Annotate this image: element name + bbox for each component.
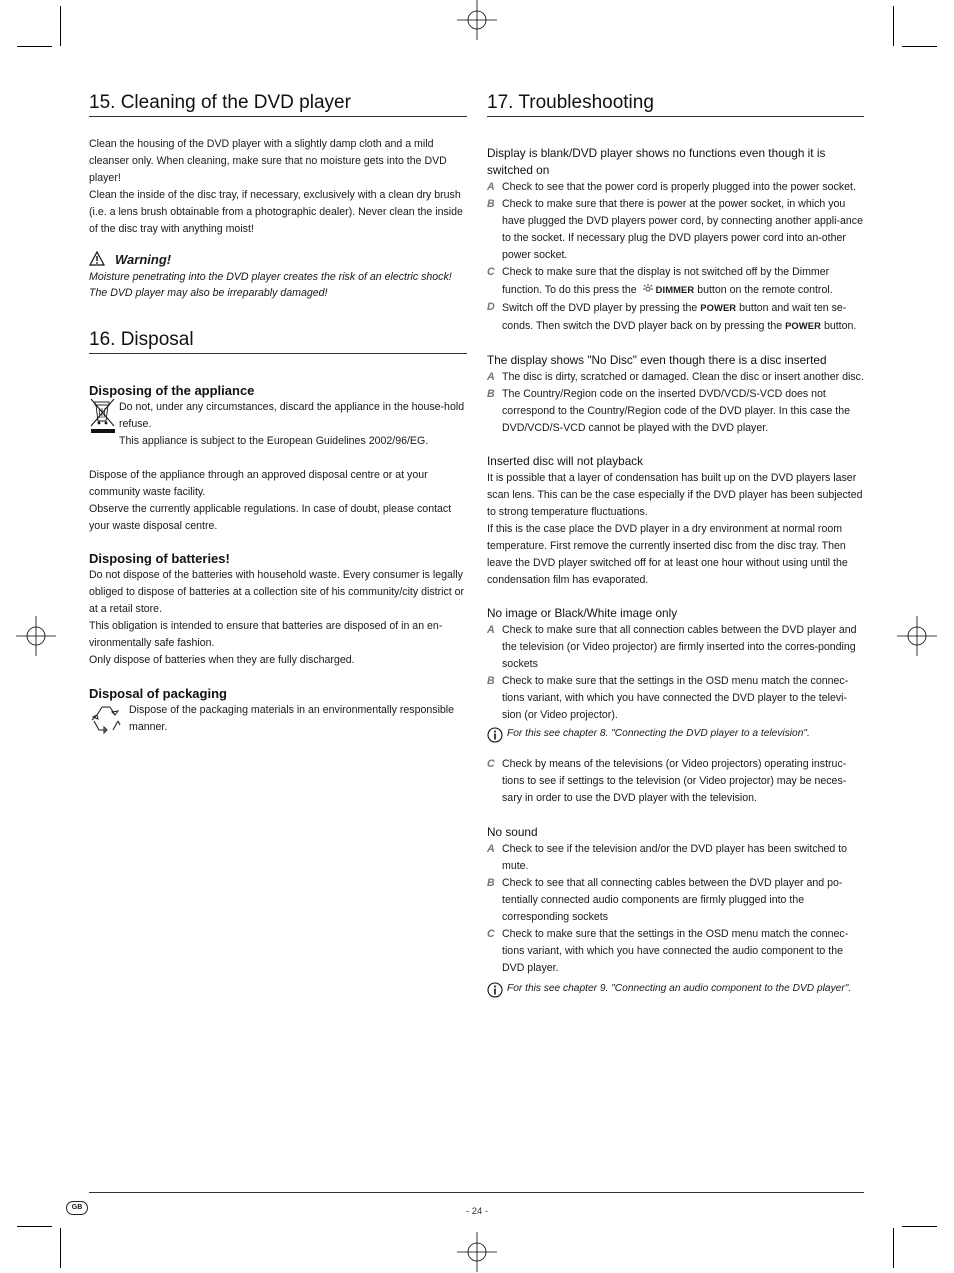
dimmer-key-label: DIMMER bbox=[655, 284, 695, 295]
problem-heading-no-playback: Inserted disc will not playback bbox=[487, 454, 644, 468]
list-item-text: Check to see that all connecting cables between the DVD player and po-tentially connected audio components are firmly plugged into the corresponding sockets bbox=[502, 877, 843, 923]
list-item-text: Switch off the DVD player by pressing the bbox=[502, 302, 698, 314]
marker-c: C bbox=[487, 266, 495, 278]
crop-mark bbox=[902, 1226, 937, 1227]
list-item bbox=[487, 369, 864, 386]
appliance-paragraph: This appliance is subject to the European Guidelines 2002/96/EG. bbox=[119, 435, 429, 447]
marker-b: B bbox=[487, 675, 495, 687]
crop-mark bbox=[60, 6, 61, 46]
appliance-block bbox=[89, 399, 467, 450]
registration-mark-icon bbox=[457, 1232, 497, 1272]
marker-c: C bbox=[487, 758, 495, 770]
batteries-paragraph: Only dispose of batteries when they are fully discharged. bbox=[89, 654, 355, 666]
appliance-paragraph: Observe the currently applicable regulations. In case of doubt, please contact your waste disposal centre. bbox=[89, 503, 452, 532]
marker-d: D bbox=[487, 301, 495, 313]
marker-a: A bbox=[487, 371, 495, 383]
problem-heading-no-sound: No sound bbox=[487, 825, 538, 839]
problem-heading-blank-display: Display is blank/DVD player shows no functions even though it is switched on bbox=[487, 146, 826, 177]
marker-b: B bbox=[487, 198, 495, 210]
list-item-text: button. bbox=[823, 320, 857, 332]
marker-b: B bbox=[487, 877, 495, 889]
warning-triangle-icon bbox=[89, 251, 105, 266]
list-item bbox=[487, 179, 864, 196]
crop-mark bbox=[902, 46, 937, 47]
info-icon bbox=[487, 982, 503, 998]
no-playback-paragraph: If this is the case place the DVD player in a dry environment at normal room temperature. First remove the currently inserted disc from the disc tray. Then leave the DVD player switched off for at least one hour without using until the condensation film has evaporated. bbox=[487, 523, 848, 586]
section-title-cleaning: 15. Cleaning of the DVD player bbox=[89, 92, 467, 117]
list-item bbox=[487, 926, 864, 977]
batteries-paragraph: Do not dispose of the batteries with household waste. Every consumer is legally obliged to dispose of batteries at a collection site of his community/city district or at a retail store. bbox=[89, 569, 465, 615]
packaging-block bbox=[89, 702, 467, 736]
no-playback-paragraph: It is possible that a layer of condensation has built up on the DVD players laser scan lens. This can be the case especially if the DVD player has been subjected to strong temperature fluctuations. bbox=[487, 472, 863, 518]
list-item bbox=[487, 386, 864, 437]
problem-heading-no-disc: The display shows "No Disc" even though there is a disc inserted bbox=[487, 353, 827, 367]
list-item-text: Check to make sure that there is power at the power socket, in which you have plugged the DVD players power cord, by connecting another appli-ance to the socket. If necessary plug the DVD players power cord into an-other power socket. bbox=[502, 198, 863, 261]
cleaning-paragraph: Clean the housing of the DVD player with a slightly damp cloth and a mild cleanser only. When cleaning, make sure that no moisture gets into the DVD player! bbox=[89, 138, 447, 184]
appliance-paragraph: Dispose of the appliance through an approved disposal centre or at your community waste facility. bbox=[89, 469, 428, 498]
marker-a: A bbox=[487, 624, 495, 636]
list-item bbox=[487, 264, 864, 299]
warning-heading bbox=[89, 251, 467, 269]
list-item bbox=[487, 673, 864, 724]
appliance-paragraph: Do not, under any circumstances, discard the appliance in the house-hold refuse. bbox=[119, 401, 465, 430]
list-item-text: Check to see if the television and/or the DVD player has been switched to mute. bbox=[502, 843, 848, 872]
crossed-bin-icon bbox=[89, 397, 117, 433]
dimmer-icon bbox=[642, 284, 654, 293]
info-note bbox=[487, 981, 864, 996]
disposal-batteries-heading: Disposing of batteries! bbox=[89, 551, 230, 566]
disposal-packaging-heading: Disposal of packaging bbox=[89, 686, 227, 701]
list-item-text: Check to make sure that the settings in the OSD menu match the connec-tions variant, with which you have connected the audio component to the DVD player. bbox=[502, 928, 849, 974]
list-item-text: button on the remote control. bbox=[697, 284, 833, 296]
batteries-paragraph: This obligation is intended to ensure that batteries are disposed of in an en-vironmentally safe fashion. bbox=[89, 620, 443, 649]
registration-mark-icon bbox=[897, 616, 937, 656]
registration-mark-icon bbox=[457, 0, 497, 40]
info-icon bbox=[487, 727, 503, 743]
list-item bbox=[487, 196, 864, 264]
footer-divider bbox=[89, 1192, 864, 1193]
cleaning-paragraph: Clean the inside of the disc tray, if necessary, exclusively with a clean dry brush (i.e. a lens brush obtainable from a photographic dealer). Never clean the inside of the disc tray with anything moist! bbox=[89, 189, 463, 235]
right-column bbox=[487, 92, 864, 996]
country-badge: GB bbox=[66, 1201, 88, 1215]
power-key-label: POWER bbox=[785, 320, 821, 331]
info-note bbox=[487, 726, 864, 741]
info-note-text: For this see chapter 9. "Connecting an audio component to the DVD player". bbox=[507, 983, 852, 994]
registration-mark-icon bbox=[16, 616, 56, 656]
crop-mark bbox=[893, 6, 894, 46]
list-item-text: Check to see that the power cord is properly plugged into the power socket. bbox=[502, 181, 856, 193]
recycle-icon bbox=[89, 703, 123, 735]
info-note-text: For this see chapter 8. "Connecting the DVD player to a television". bbox=[507, 728, 810, 739]
warning-text: Moisture penetrating into the DVD player creates the risk of an electric shock! The DVD player may also be irreparably damaged! bbox=[89, 271, 452, 299]
marker-b: B bbox=[487, 388, 495, 400]
disposal-appliance-heading: Disposing of the appliance bbox=[89, 383, 255, 398]
problem-heading-no-image: No image or Black/White image only bbox=[487, 606, 678, 620]
list-item-text: The disc is dirty, scratched or damaged. Clean the disc or insert another disc. bbox=[502, 371, 864, 383]
crop-mark bbox=[17, 1226, 52, 1227]
list-item-text: Check to make sure that the settings in the OSD menu match the connec-tions variant, with which you have connected the DVD player to the televi-sion (or Video projector). bbox=[502, 675, 849, 721]
crop-mark bbox=[17, 46, 52, 47]
warning-title: Warning! bbox=[115, 252, 172, 267]
power-key-label: POWER bbox=[700, 302, 737, 313]
list-item bbox=[487, 841, 864, 875]
list-item bbox=[487, 299, 864, 335]
section-title-troubleshooting: 17. Troubleshooting bbox=[487, 92, 864, 117]
crop-mark bbox=[60, 1228, 61, 1268]
list-item bbox=[487, 875, 864, 926]
packaging-paragraph: Dispose of the packaging materials in an environmentally responsible manner. bbox=[129, 704, 455, 733]
marker-a: A bbox=[487, 843, 495, 855]
list-item-text: Check to make sure that all connection cables between the DVD player and the television (or Video projector) are firmly inserted into the corres-ponding sockets bbox=[502, 624, 857, 670]
crop-mark bbox=[893, 1228, 894, 1268]
left-column bbox=[89, 92, 467, 736]
page-number: - 24 - bbox=[465, 1206, 489, 1217]
section-title-disposal: 16. Disposal bbox=[89, 329, 467, 354]
list-item-text: button and wait ten se-conds. Then switch the DVD player back on by pressing the bbox=[502, 302, 847, 332]
list-item-text: Check to make sure that the display is not switched off by the Dimmer function. To do this press the bbox=[502, 266, 830, 296]
list-item-text: The Country/Region code on the inserted DVD/VCD/S-VCD does not correspond to the Country/Region code of the DVD player. In this case the DVD/VCD/S-VCD cannot be played with the DVD player. bbox=[502, 388, 851, 434]
marker-c: C bbox=[487, 928, 495, 940]
list-item bbox=[487, 622, 864, 673]
marker-a: A bbox=[487, 181, 495, 193]
list-item bbox=[487, 756, 864, 807]
list-item-text: Check by means of the televisions (or Video projectors) operating instruc-tions to see if settings to the television (or Video projector) may be neces-sary in order to use the DVD player with the television. bbox=[502, 758, 847, 804]
